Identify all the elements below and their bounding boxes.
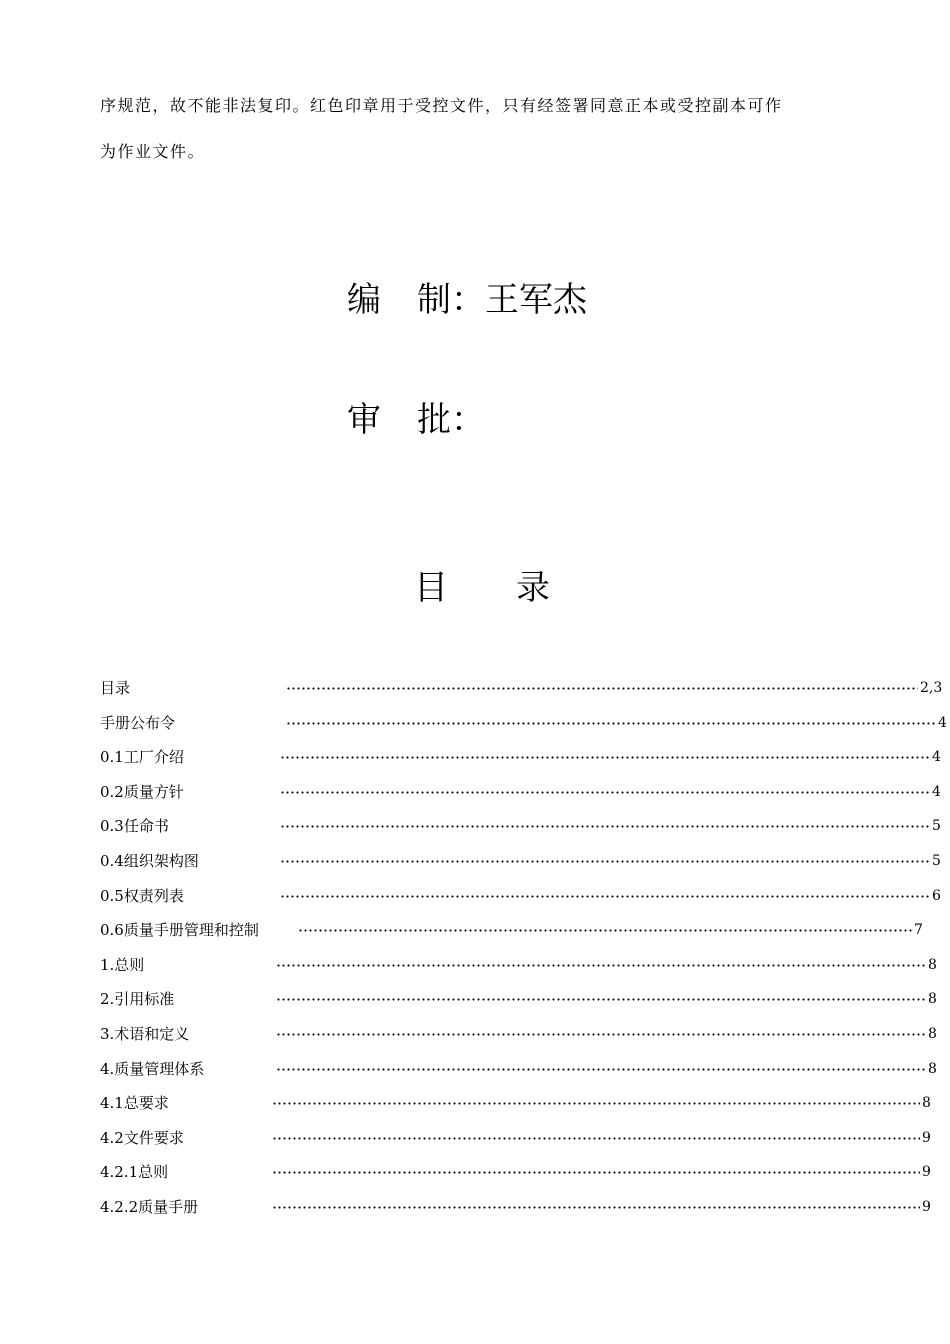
toc-entry-label: 0.2质量方针 [100,782,184,801]
toc-dot-leader [272,1137,920,1140]
toc-entry[interactable] [100,920,923,940]
editor-name: 王军杰 [485,280,587,320]
toc-title-a: 目 [414,568,448,608]
toc-dot-leader [280,791,930,794]
toc-entry[interactable] [100,1093,931,1113]
approver-signature [347,400,485,440]
toc-entry[interactable] [100,1128,931,1148]
toc-entry-page: 9 [922,1199,931,1215]
toc-dot-leader [298,929,912,932]
toc-entry-page: 4 [938,714,947,731]
toc-entry-page: 5 [932,853,941,869]
toc-entry-label: 4.质量管理体系 [100,1059,205,1078]
intro-line-1: 序规范，故不能非法复印。红色印章用于受控文件，只有经签署同意正本或受控副本可作 [100,96,783,115]
toc-entry-page: 4 [932,749,941,766]
toc-dot-leader [286,722,936,725]
toc-entry-label: 4.2文件要求 [100,1128,184,1147]
toc-entry-page: 4 [932,783,941,800]
toc-entry[interactable] [100,747,941,767]
toc-dot-leader [280,756,930,759]
toc-entry-label: 0.1工厂介绍 [100,748,184,767]
intro-line-2: 为作业文件。 [100,142,206,161]
toc-entry[interactable] [100,1162,931,1182]
toc-entry[interactable] [100,989,937,1009]
toc-entry-label: 手册公布令 [100,713,176,732]
toc-entry-label: 4.2.1总则 [100,1163,169,1182]
toc-dot-leader [272,1171,920,1174]
toc-dot-leader [286,687,918,690]
toc-entry-label: 3.术语和定义 [100,1025,190,1043]
toc-entry-page: 2,3 [920,680,943,696]
toc-entry[interactable] [100,678,943,698]
toc-entry-label: 0.4组织架构图 [100,852,199,870]
toc-entry[interactable] [100,713,947,733]
toc-entry-label: 2.引用标准 [100,990,175,1009]
toc-title-b: 录 [516,568,550,608]
toc-dot-leader [276,964,926,967]
toc-entry-page: 8 [928,1026,937,1042]
toc-dot-leader [276,998,926,1001]
toc-entry-page: 5 [932,818,941,835]
toc-entry-page: 9 [922,1129,931,1146]
toc-entry-label: 目录 [100,679,131,697]
toc-dot-leader [280,825,930,828]
toc-entry[interactable] [100,955,937,975]
approve-label-a: 审 [347,400,381,440]
editor-signature [347,280,587,320]
toc-entry-page: 6 [932,887,941,904]
toc-entry-page: 8 [928,956,937,973]
toc-title [414,568,550,608]
toc-dot-leader [276,1033,926,1036]
intro-paragraph [100,96,870,162]
toc-entry-page: 8 [928,1060,937,1077]
toc-entry-label: 4.2.2质量手册 [100,1198,199,1216]
approve-label-b: 批： [417,400,485,440]
toc-entry[interactable] [100,851,941,871]
toc-entry-label: 4.1总要求 [100,1094,169,1113]
toc-dot-leader [276,1068,926,1071]
toc-dot-leader [280,860,930,863]
toc-entry-label: 1.总则 [100,955,145,974]
toc-entry-label: 0.6质量手册管理和控制 [100,921,259,940]
toc-entry-page: 7 [914,922,923,939]
toc-entry[interactable] [100,1059,937,1079]
editor-label-a: 编 [347,280,381,320]
toc-entry-label: 0.3任命书 [100,817,169,836]
toc-entry[interactable] [100,886,941,906]
editor-label-b: 制： [417,280,485,320]
toc-entry-page: 9 [922,1164,931,1181]
toc-entry-page: 8 [928,991,937,1008]
toc-entry[interactable] [100,1024,937,1044]
toc-entry[interactable] [100,782,941,802]
toc-dot-leader [272,1102,920,1105]
toc-dot-leader [280,895,930,898]
toc-entry-page: 8 [922,1095,931,1112]
toc-entry[interactable] [100,816,941,836]
toc-entry-label: 0.5权责列表 [100,886,184,905]
toc-dot-leader [272,1206,920,1209]
toc-entry[interactable] [100,1197,931,1217]
